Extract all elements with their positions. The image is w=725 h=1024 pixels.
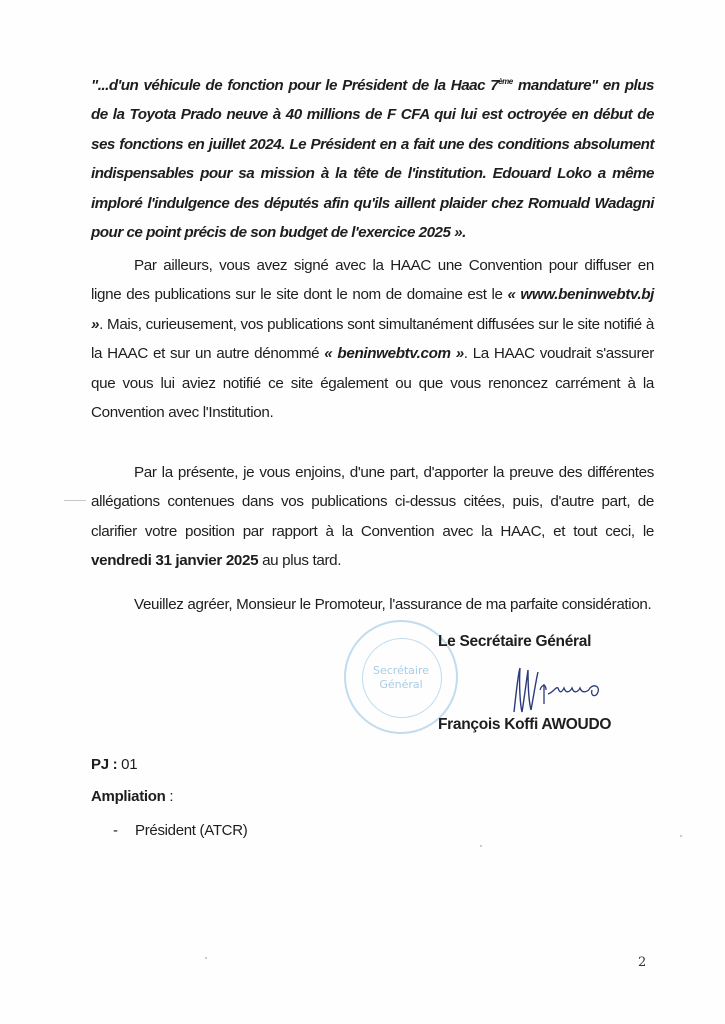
- paragraph-text: . Mais, curieusement, vos publications sont simultanément diffusées sur le site notifié à la HAAC et sur un autre dénommé: [91, 315, 654, 363]
- paragraph-text: . La HAAC voudrait s'assurer que vous lui aviez notifié ce site également ou que vous renoncez carrément à la Convention avec l'Institution.: [91, 345, 654, 422]
- list-dash: -: [113, 822, 118, 839]
- ampliation-label: Ampliation: [91, 788, 166, 805]
- attachment-count: [91, 756, 137, 773]
- stamp-text: Général: [379, 678, 423, 691]
- copy-recipient-item: [113, 822, 247, 839]
- signatory-title: Le Secrétaire Général: [438, 633, 592, 650]
- domain-com: « beninwebtv.com »: [324, 345, 464, 363]
- ampliation-colon: :: [165, 788, 174, 805]
- paragraph-text: au plus tard.: [258, 552, 342, 570]
- copy-recipient: Président (ATCR): [135, 822, 248, 839]
- scan-speck: [205, 957, 207, 959]
- ampliation-heading: [91, 788, 173, 805]
- closing-text: Veuillez agréer, Monsieur le Promoteur, l'assurance de ma parfaite considération.: [134, 596, 652, 613]
- quoted-paragraph: [91, 71, 654, 247]
- convention-paragraph: [91, 251, 654, 427]
- scan-speck: [680, 835, 682, 837]
- stamp-text: Secrétaire: [372, 664, 429, 677]
- page-number: 2: [638, 955, 647, 970]
- deadline-date: vendredi 31 janvier 2025: [91, 552, 259, 570]
- quote-text-end: mandature" en plus de la Toyota Prado neuve à 40 millions de F CFA qui lui est octroyée en début de ses fonctions en juillet 2024. Le Président en a fait une des conditions absolument indispensables pour sa mission à la tête de l'institution. Edouard Loko a même imploré l'indulgence des députés afin qu'ils aillent plaider chez Romuald Wadagni pour ce point précis de son budget de l'exercice 2025 ».: [91, 77, 655, 242]
- signatory-name: François Koffi AWOUDO: [438, 716, 612, 733]
- quote-text-start: "...d'un véhicule de fonction pour le Président de la Haac 7: [91, 77, 499, 94]
- closing-formula: [91, 590, 654, 619]
- paragraph-text: Par la présente, je vous enjoins, d'une part, d'apporter la preuve des différentes allégations contenues dans vos publications ci-dessus citées, puis, d'autre part, de clarifier votre position par rapport à la Convention avec la HAAC, et tout ceci, le: [91, 464, 654, 540]
- margin-mark: [64, 500, 86, 501]
- domain-bj: « www.beninwebtv.bj »: [91, 286, 654, 333]
- pj-label: PJ :: [91, 756, 118, 773]
- paragraph-text: Par ailleurs, vous avez signé avec la HAAC une Convention pour diffuser en ligne des publications sur le site dont le nom de domaine est le: [91, 257, 654, 304]
- scan-speck: [480, 845, 482, 847]
- ordinal-superscript: ème: [498, 77, 513, 86]
- handwritten-signature-icon: [510, 664, 640, 714]
- pj-value: 01: [117, 756, 138, 773]
- injunction-paragraph: [91, 458, 654, 576]
